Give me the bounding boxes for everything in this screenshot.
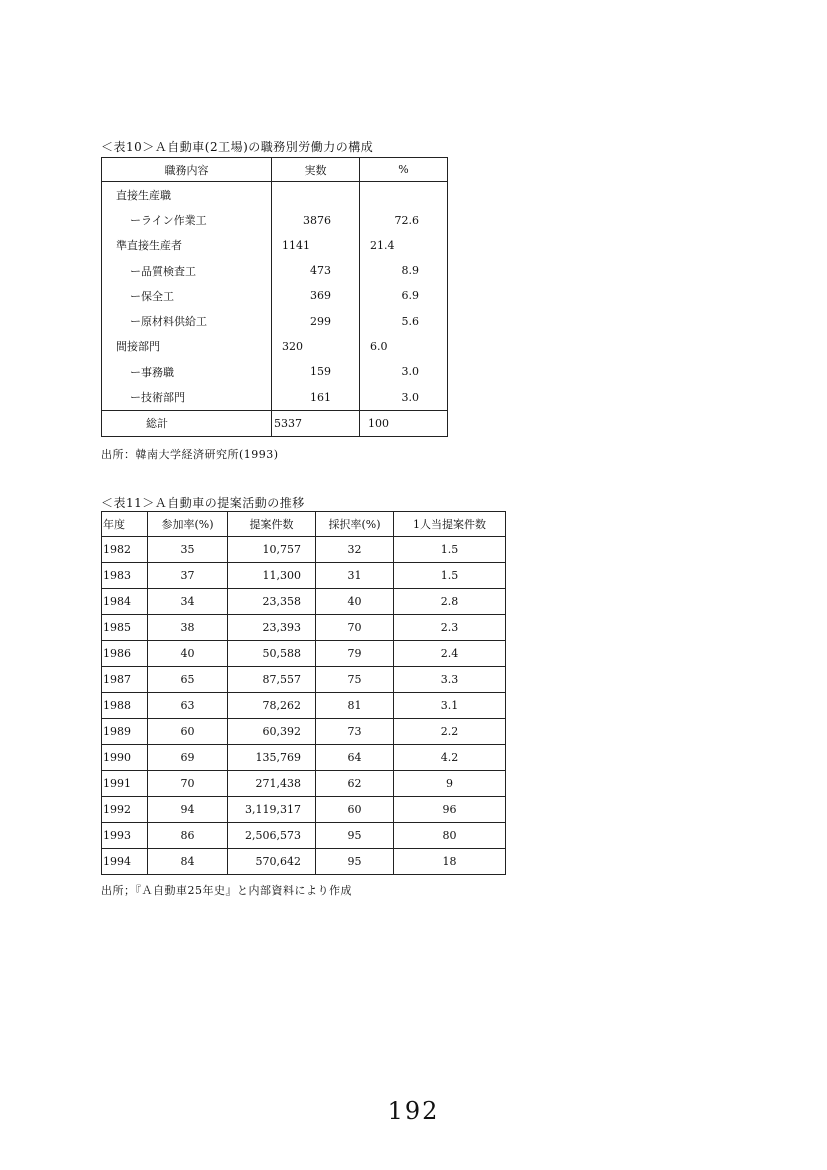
- table10-source: 出所：韓南大学経済研究所(1993): [101, 448, 279, 461]
- table11-adoption-cell: 75: [316, 667, 394, 693]
- table11-row: [102, 849, 506, 875]
- table10-job-cell: 間接部門: [102, 334, 272, 359]
- table10-job-cell: ー品質検査工: [102, 258, 272, 283]
- table11-year-cell: 1989: [102, 719, 148, 745]
- table10-header-count: 実数: [272, 158, 360, 182]
- table11-row: [102, 693, 506, 719]
- table11-suggestions-cell: 23,393: [228, 615, 316, 641]
- table10-pct-cell: 8.9: [360, 258, 448, 283]
- table11-per-person-cell: 18: [394, 849, 506, 875]
- table10-total-pct: 100: [360, 410, 448, 436]
- table11-per-person-cell: 96: [394, 797, 506, 823]
- table10-row: [102, 384, 448, 410]
- table10-pct-cell: 3.0: [360, 359, 448, 384]
- table11-suggestion-activity: [101, 511, 506, 875]
- table11-suggestions-cell: 271,438: [228, 771, 316, 797]
- table11-year-cell: 1990: [102, 745, 148, 771]
- table11-participation-cell: 35: [148, 537, 228, 563]
- table11-participation-cell: 37: [148, 563, 228, 589]
- table11-per-person-cell: 2.8: [394, 589, 506, 615]
- table10-row: [102, 208, 448, 233]
- table10-count-cell: 473: [272, 258, 360, 283]
- table11-row: [102, 745, 506, 771]
- table11-adoption-cell: 64: [316, 745, 394, 771]
- table10-count-cell: 161: [272, 384, 360, 410]
- table11-row: [102, 797, 506, 823]
- table11-row: [102, 771, 506, 797]
- table11-adoption-cell: 95: [316, 849, 394, 875]
- table11-year-cell: 1987: [102, 667, 148, 693]
- table11-year-cell: 1985: [102, 615, 148, 641]
- table11-participation-cell: 70: [148, 771, 228, 797]
- table11-header-adoption: 採択率(%): [316, 512, 394, 537]
- table10-pct-cell: 72.6: [360, 208, 448, 233]
- table10-pct-cell: 3.0: [360, 384, 448, 410]
- table11-header-year: 年度: [102, 512, 148, 537]
- table10-job-cell: 直接生産職: [102, 182, 272, 208]
- table10-row: [102, 182, 448, 208]
- table11-suggestions-cell: 10,757: [228, 537, 316, 563]
- table11-per-person-cell: 4.2: [394, 745, 506, 771]
- table11-per-person-cell: 2.2: [394, 719, 506, 745]
- table10-row: [102, 334, 448, 359]
- table11-suggestions-cell: 87,557: [228, 667, 316, 693]
- table10-count-cell: [272, 182, 360, 208]
- table10-count-cell: 320: [272, 334, 360, 359]
- table10-header-row: [102, 158, 448, 182]
- table11-adoption-cell: 81: [316, 693, 394, 719]
- table11-suggestions-cell: 570,642: [228, 849, 316, 875]
- table11-participation-cell: 38: [148, 615, 228, 641]
- table10-total-label: 総計: [102, 410, 272, 436]
- table11-adoption-cell: 73: [316, 719, 394, 745]
- table10-row: [102, 258, 448, 283]
- table11-suggestions-cell: 2,506,573: [228, 823, 316, 849]
- table10-header-pct: %: [360, 158, 448, 182]
- table10-job-cell: ー技術部門: [102, 384, 272, 410]
- table11-adoption-cell: 40: [316, 589, 394, 615]
- table11-year-cell: 1984: [102, 589, 148, 615]
- table11-suggestions-cell: 23,358: [228, 589, 316, 615]
- table11-row: [102, 537, 506, 563]
- table11-year-cell: 1991: [102, 771, 148, 797]
- table11-per-person-cell: 1.5: [394, 537, 506, 563]
- table10-count-cell: 369: [272, 283, 360, 308]
- table11-participation-cell: 40: [148, 641, 228, 667]
- table11-suggestions-cell: 78,262: [228, 693, 316, 719]
- table11-year-cell: 1982: [102, 537, 148, 563]
- table11-year-cell: 1988: [102, 693, 148, 719]
- table10-total-row: [102, 410, 448, 436]
- table10-header-job: 職務内容: [102, 158, 272, 182]
- table11-row: [102, 823, 506, 849]
- table10-count-cell: 159: [272, 359, 360, 384]
- table10-caption: ＜表10＞Ａ自動車(2工場)の職務別労働力の構成: [101, 140, 374, 154]
- table11-row: [102, 563, 506, 589]
- table11-header-row: [102, 512, 506, 537]
- page-number: 192: [387, 1097, 440, 1125]
- table11-adoption-cell: 31: [316, 563, 394, 589]
- table10-row: [102, 309, 448, 334]
- table11-header-per-person: 1人当提案件数: [394, 512, 506, 537]
- table10-count-cell: 299: [272, 309, 360, 334]
- table10-pct-cell: 5.6: [360, 309, 448, 334]
- table10-row: [102, 233, 448, 258]
- table11-adoption-cell: 79: [316, 641, 394, 667]
- table10-pct-cell: 6.9: [360, 283, 448, 308]
- table11-per-person-cell: 2.3: [394, 615, 506, 641]
- table11-adoption-cell: 95: [316, 823, 394, 849]
- table11-per-person-cell: 3.3: [394, 667, 506, 693]
- table11-header-suggestions: 提案件数: [228, 512, 316, 537]
- table11-row: [102, 589, 506, 615]
- table11-suggestions-cell: 60,392: [228, 719, 316, 745]
- table11-caption: ＜表11＞Ａ自動車の提案活動の推移: [101, 496, 305, 510]
- table10-pct-cell: [360, 182, 448, 208]
- table11-suggestions-cell: 135,769: [228, 745, 316, 771]
- table11-participation-cell: 84: [148, 849, 228, 875]
- table11-year-cell: 1992: [102, 797, 148, 823]
- table11-year-cell: 1993: [102, 823, 148, 849]
- table11-suggestions-cell: 50,588: [228, 641, 316, 667]
- table10-total-count: 5337: [272, 410, 360, 436]
- table11-adoption-cell: 62: [316, 771, 394, 797]
- table11-participation-cell: 94: [148, 797, 228, 823]
- table11-participation-cell: 69: [148, 745, 228, 771]
- table11-row: [102, 667, 506, 693]
- table11-row: [102, 615, 506, 641]
- table11-year-cell: 1994: [102, 849, 148, 875]
- table10-count-cell: 3876: [272, 208, 360, 233]
- table11-adoption-cell: 70: [316, 615, 394, 641]
- table11-suggestions-cell: 3,119,317: [228, 797, 316, 823]
- table11-year-cell: 1986: [102, 641, 148, 667]
- table11-participation-cell: 60: [148, 719, 228, 745]
- table10-job-cell: ー原材料供給工: [102, 309, 272, 334]
- table10-row: [102, 359, 448, 384]
- table11-participation-cell: 65: [148, 667, 228, 693]
- table11-participation-cell: 86: [148, 823, 228, 849]
- table11-per-person-cell: 9: [394, 771, 506, 797]
- table11-adoption-cell: 32: [316, 537, 394, 563]
- table11-row: [102, 641, 506, 667]
- table11-adoption-cell: 60: [316, 797, 394, 823]
- table11-per-person-cell: 80: [394, 823, 506, 849]
- table11-row: [102, 719, 506, 745]
- table11-year-cell: 1983: [102, 563, 148, 589]
- table10-row: [102, 283, 448, 308]
- table11-per-person-cell: 1.5: [394, 563, 506, 589]
- table11-source: 出所；『Ａ自動車25年史』と内部資料により作成: [101, 884, 352, 897]
- table11-per-person-cell: 2.4: [394, 641, 506, 667]
- table10-count-cell: 1141: [272, 233, 360, 258]
- table10-workforce-composition: [101, 157, 448, 437]
- table11-participation-cell: 34: [148, 589, 228, 615]
- table10-pct-cell: 21.4: [360, 233, 448, 258]
- table11-participation-cell: 63: [148, 693, 228, 719]
- table11-per-person-cell: 3.1: [394, 693, 506, 719]
- table10-job-cell: ーライン作業工: [102, 208, 272, 233]
- table11-header-participation: 参加率(%): [148, 512, 228, 537]
- table10-pct-cell: 6.0: [360, 334, 448, 359]
- table10-job-cell: ー保全工: [102, 283, 272, 308]
- table11-suggestions-cell: 11,300: [228, 563, 316, 589]
- table10-job-cell: 準直接生産者: [102, 233, 272, 258]
- table10-job-cell: ー事務職: [102, 359, 272, 384]
